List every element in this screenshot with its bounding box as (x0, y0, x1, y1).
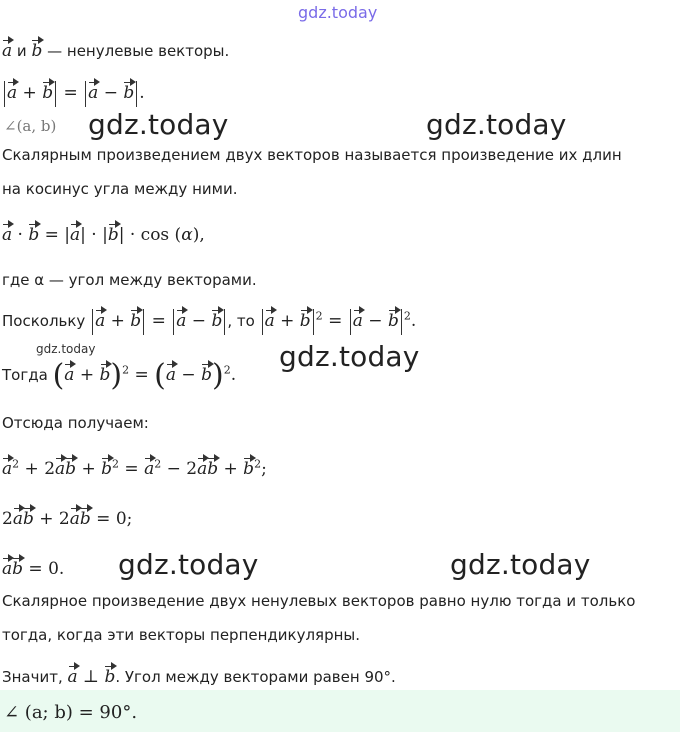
answer-box (0, 690, 680, 732)
conclusion-line-2: тогда, когда эти векторы перпендикулярны. (2, 626, 361, 644)
so-line: Значит, a ⊥ b. Угол между векторами равен 90°. (2, 660, 396, 687)
top-watermark: gdz.today (298, 3, 378, 22)
watermark-4: gdz.today (118, 548, 259, 581)
since-line: Поскольку a + b = a − b , то a + b $^2$ = a − b $^2$. (2, 304, 416, 335)
since-word: Поскольку (2, 312, 86, 330)
therefore-line: Тогда $(a + b)^2 = (a - b)^2$. (2, 358, 237, 393)
watermark-1: gdz.today (88, 108, 229, 141)
answer-text: ∠ (a; b) = 90°. (4, 702, 138, 723)
cropped-formula: ∠(a, b) (4, 117, 57, 135)
expanded-equation: $a^2 + 2ab + b^2 = a^2 - 2ab + b^2$; (2, 452, 267, 479)
equation-1: a + b = a − b . (2, 76, 145, 107)
conclusion-line-1: Скалярное произведение двух ненулевых векторов равно нулю тогда и только (2, 592, 636, 610)
dot-product-formula: a · b = |a| · |b| · cos (α), (2, 218, 205, 245)
therefore-word: Тогда (2, 366, 48, 384)
definition-line-2: на косинус угла между ними. (2, 180, 238, 198)
intro-line: a и b — ненулевые векторы. (2, 34, 229, 61)
then-word: , то (227, 312, 255, 330)
watermark-5: gdz.today (450, 548, 591, 581)
hence-text: Отсюда получаем: (2, 414, 149, 432)
angle-text: . Угол между векторами равен 90°. (115, 668, 396, 686)
intro-conjunction: и (16, 42, 27, 60)
alpha-text: где α — угол между векторами. (2, 271, 257, 289)
small-watermark: gdz.today (36, 342, 96, 356)
result-equation: ab = 0. (2, 552, 64, 579)
watermark-3: gdz.today (279, 340, 420, 373)
so-word: Значит, (2, 668, 63, 686)
simplified-equation: 2ab + 2ab = 0; (2, 502, 132, 529)
definition-line-1: Скалярным произведением двух векторов называется произведение их длин (2, 146, 622, 164)
watermark-2: gdz.today (426, 108, 567, 141)
intro-rest: — ненулевые векторы. (47, 42, 230, 60)
